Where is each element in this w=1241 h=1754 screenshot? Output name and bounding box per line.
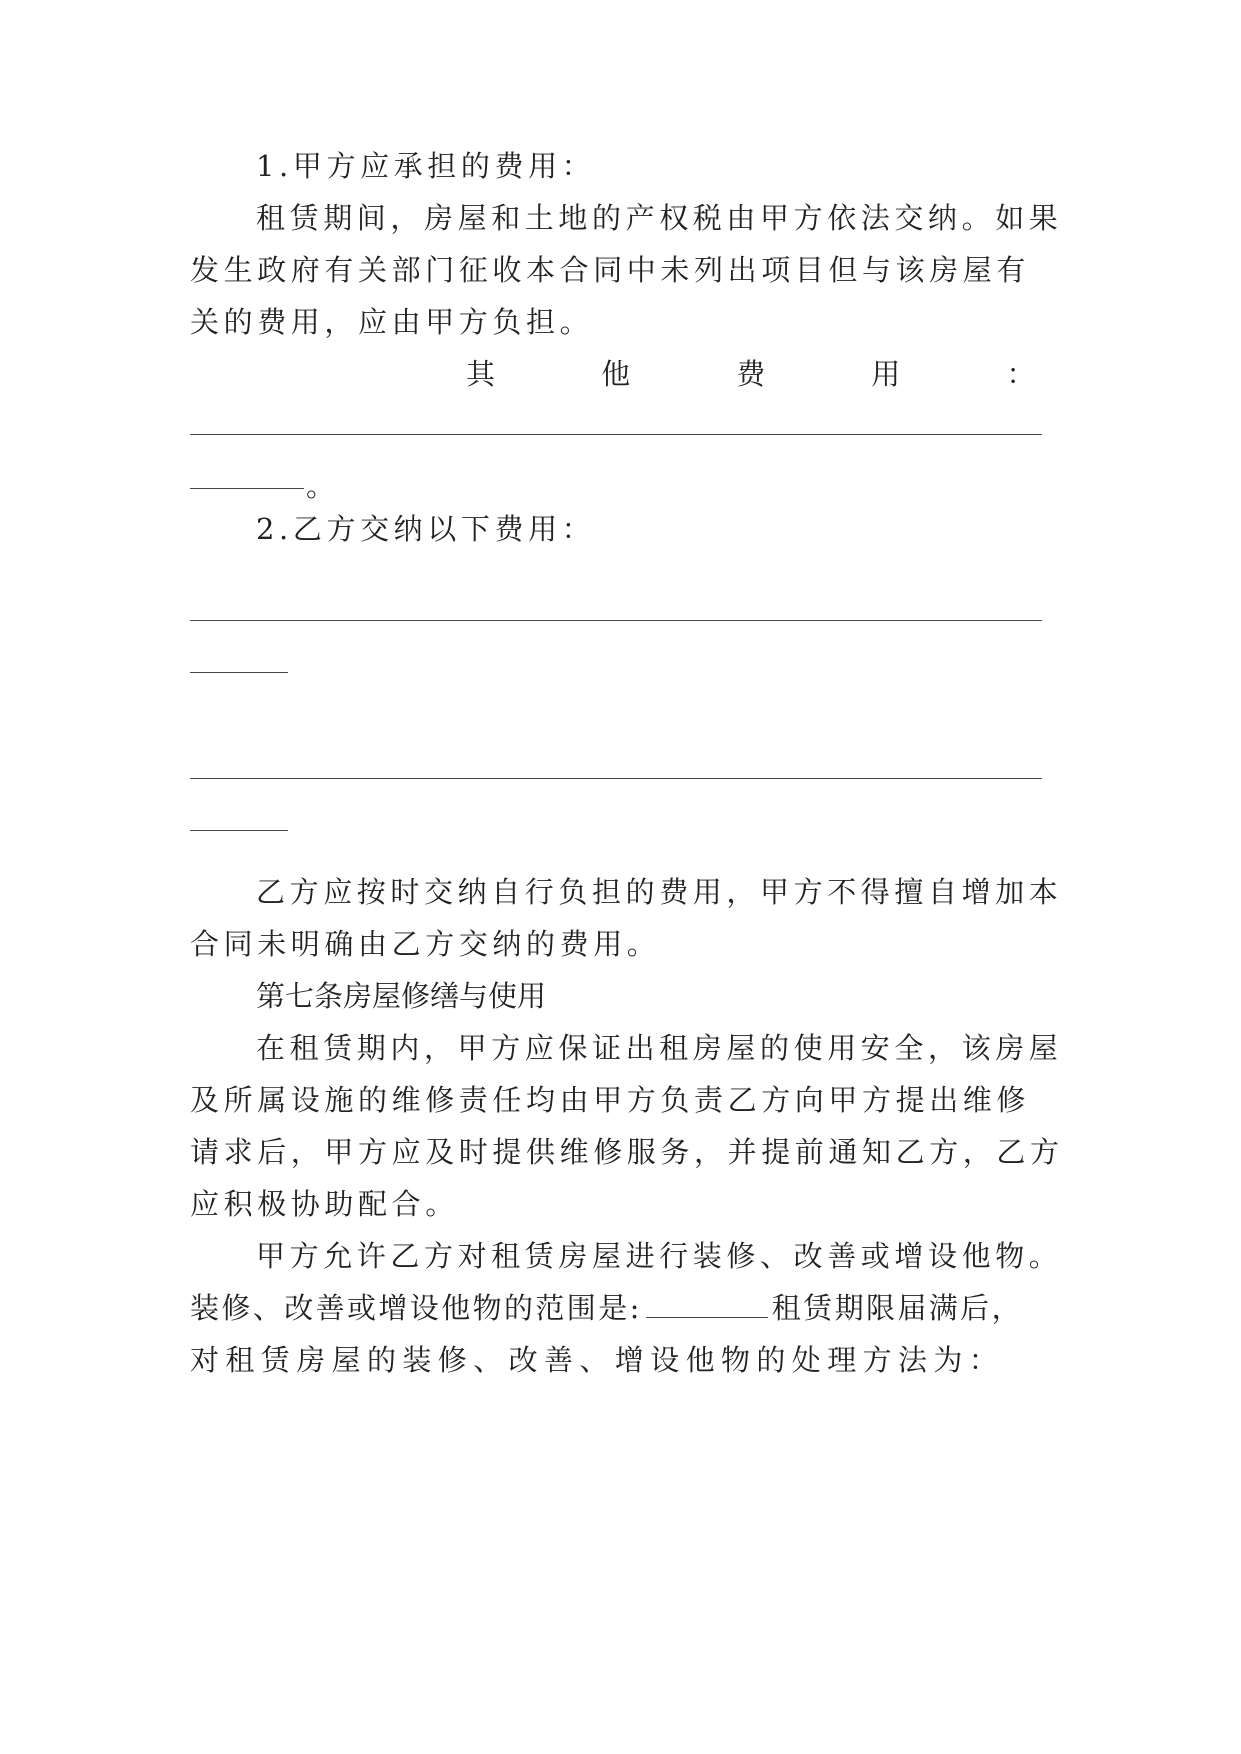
article7-para1-line-4: 应积极协助配合。: [190, 1187, 459, 1221]
article7-para1-line-3: 请求后，甲方应及时提供维修服务，并提前通知乙方，乙方: [190, 1135, 1064, 1169]
other-fees-char: 费: [736, 357, 770, 391]
article7-para2-line-2: [190, 1290, 1050, 1326]
other-fees-blank-line: [190, 434, 1042, 435]
item2-blank-line-1: [190, 620, 1042, 621]
item1-title: 1.甲方应承担的费用：: [256, 149, 596, 183]
item2-blank-line-2: [190, 778, 1042, 779]
article7-para2-line-3: 对租赁房屋的装修、改善、增设他物的处理方法为：: [190, 1343, 1005, 1377]
payment-note-line-1: 乙方应按时交纳自行负担的费用，甲方不得擅自增加本: [256, 875, 1063, 909]
item2-blank-end-1: [190, 672, 288, 673]
item2-title: 2.乙方交纳以下费用：: [256, 512, 596, 546]
other-fees-char: 用: [871, 357, 905, 391]
other-fees-char: 他: [601, 357, 635, 391]
scope-label: 装修、改善或增设他物的范围是:: [190, 1291, 642, 1325]
other-fees-label: [190, 356, 1040, 392]
other-fees-char: ：: [1006, 357, 1040, 391]
other-fees-blank-end: [190, 488, 304, 489]
scope-blank: [646, 1293, 768, 1318]
article7-para1-line-1: 在租赁期内，甲方应保证出租房屋的使用安全，该房屋: [256, 1031, 1063, 1065]
article7-title: 第七条房屋修缮与使用: [256, 979, 547, 1013]
article7-para1-line-2: 及所属设施的维修责任均由甲方负责乙方向甲方提出维修: [190, 1083, 1031, 1117]
other-fees-period: 。: [306, 469, 336, 503]
item2-blank-end-2: [190, 830, 288, 831]
item1-line-1: 租赁期间，房屋和土地的产权税由甲方依法交纳。如果: [256, 201, 1063, 235]
payment-note-line-2: 合同未明确由乙方交纳的费用。: [190, 927, 661, 961]
article7-para2-line-1: 甲方允许乙方对租赁房屋进行装修、改善或增设他物。: [256, 1239, 1063, 1273]
other-fees-char: 其: [466, 357, 500, 391]
term-expiry-label: 租赁期限届满后，: [771, 1291, 1023, 1325]
item1-line-3: 关的费用，应由甲方负担。: [190, 305, 594, 339]
item1-line-2: 发生政府有关部门征收本合同中未列出项目但与该房屋有: [190, 253, 1031, 287]
